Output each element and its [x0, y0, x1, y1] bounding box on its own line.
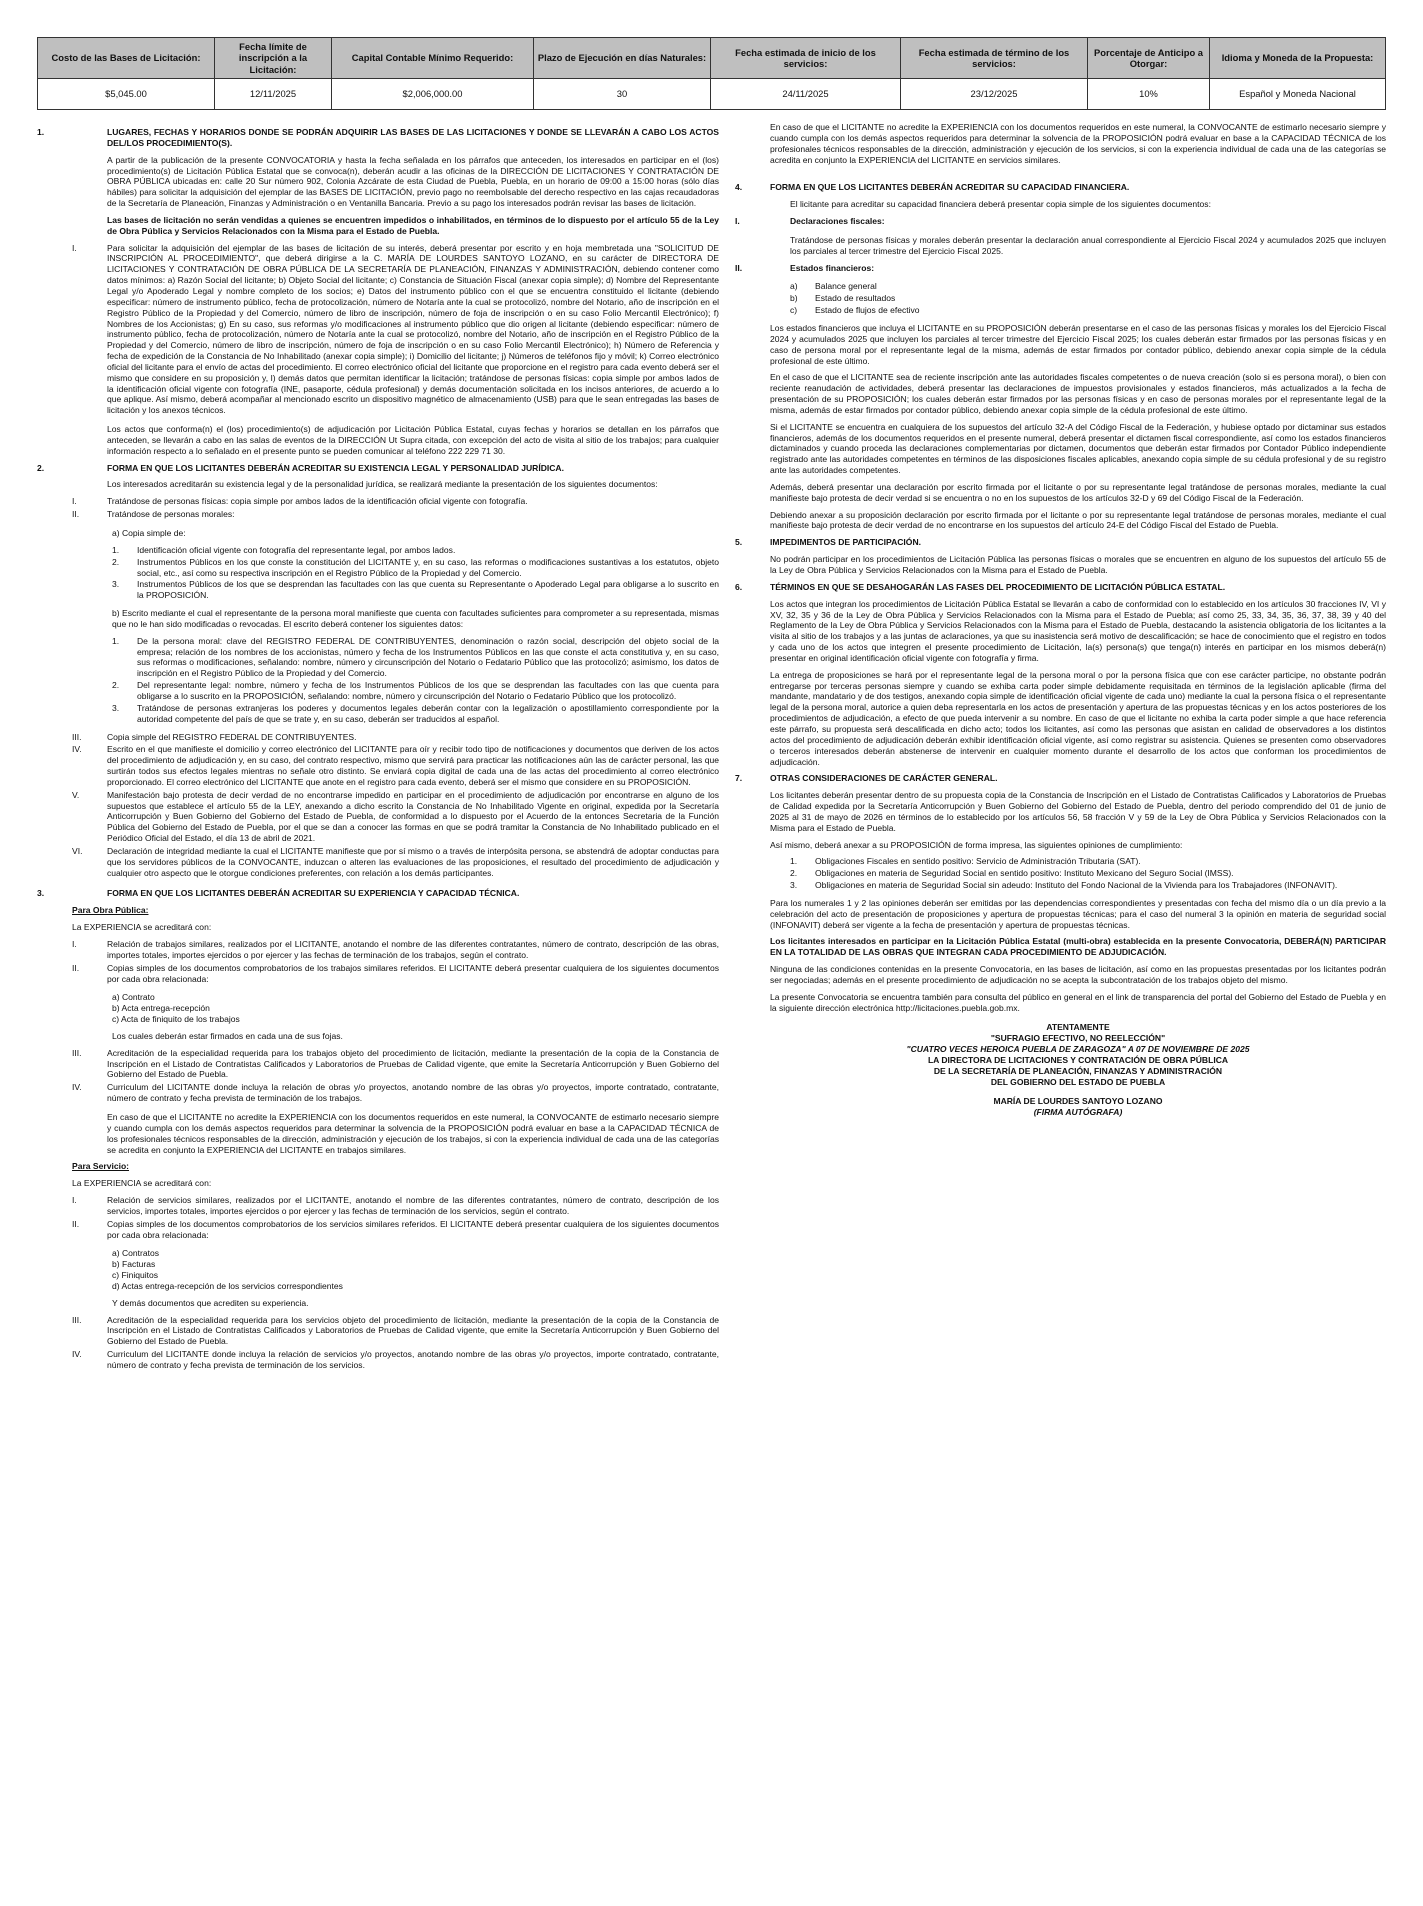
paragraph: La entrega de proposiciones se hará por el representante legal de la persona moral o por la persona física que con ese carácter participe, no obstante podrán entregarse por terceras personas siempre y cuando se exhiba carta poder simple debidamente requisitada en términos de la legislación aplicable (firma del mandante, mandatario y de dos testigos, anexando copia simple de identificación oficial vigente de cada uno) mediante la cual la persona física o el representante legal de la persona moral, autorice a quien deba representarla en los actos de presentación y apertura de las propuestas técnicas y en los actos posteriores de los procedimientos de adjudicación, a efecto de que pueda intervenir a su nombre. En caso de que el licitante no exhiba la carta poder simple a que hace referencia este párrafo, su propuesta será descalificada en dicho acto; todos los licitantes, así como las personas que asistan en calidad de observadores a los distintos actos del procedimiento de adjudicación deberán exhibir identificación oficial vigente, así como registrar su asistencia. Quienes se presenten como observadores o terceros interesados deberán abstenerse de intervenir en cualquier momento durante el desarrollo de los actos que conforman los procedimientos de adjudicación. [770, 669, 1386, 767]
sub-item: a) Contrato [112, 992, 155, 1003]
sub-item: c) Finiquitos [112, 1270, 159, 1281]
list-item: 2. Instrumentos Públicos en los que conste la constitución del LICITANTE y, en su caso, las reformas o modificaciones sustantivas a los estatutos, objeto social, etc., así como su respectiva inscripción en el Registro Público de la Propiedad y del Comercio. [112, 556, 719, 578]
paragraph: La EXPERIENCIA se acreditará con: [72, 922, 212, 933]
section-4-heading: 4. FORMA EN QUE LOS LICITANTES DEBERÁN ACREDITAR SU CAPACIDAD FINANCIERA. [735, 182, 1130, 193]
paragraph: Para los numerales 1 y 2 las opiniones deberán ser emitidas por las dependencias correspondientes y presentadas con fecha del mismo día o un día previo a la celebración del acto de presentación de proposiciones y apertura de propuestas técnicas; para el caso del numeral 3 la opinión en materia de seguridad social (INFONAVIT) deberá ser vigente a la fecha de presentación y apertura de propuestas técnicas. [770, 897, 1386, 930]
section-6-heading: 6. TÉRMINOS EN QUE SE DESAHOGARÁN LAS FASES DEL PROCEDIMIENTO DE LICITACIÓN PÚBLICA ESTATAL. [735, 581, 1226, 592]
left-column [37, 122, 719, 1373]
paragraph: La presente Convocatoria se encuentra también para consulta del público en general en el link de transparencia del portal del Gobierno del Estado de Puebla y en la siguiente dirección electrónica http://licitaciones.puebla.gob.mx. [770, 991, 1386, 1013]
paragraph: Tratándose de personas físicas y morales deberán presentar la declaración anual correspondiente al Ejercicio Fiscal 2024 y acumulados 2025 que incluyen los parciales al tercer trimestre del Ejercicio Fiscal 2025. [790, 234, 1386, 256]
paragraph: Además, deberá presentar una declaración por escrito firmada por el licitante o por su representante legal tratándose de personas morales, mediante la cual manifieste bajo protesta de decir verdad si se encuentra o no en los supuestos de los artículos 32-D y 69 del Código Fiscal de la Federación. [770, 481, 1386, 503]
list-item: IV. Escrito en el que manifieste el domicilio y correo electrónico del LICITANTE para oír y recibir todo tipo de notificaciones y documentos que deriven de los actos del procedimiento de adjudicación y, en su caso, del contrato respectivo, mismo que servirá para practicar las notificaciones aún las de carácter personal, las que surtirán todos sus efectos legales mientras no señale otro distinto. Se enviará copia digital de cada una de las actas del procedimiento al correo electrónico proporcionado. El correo electrónico del LICITANTE que anote en el registro para cada evento, deberá ser el mismo que considere en su PROPOSICIÓN. [72, 744, 719, 787]
paragraph: En caso de que el LICITANTE no acredite la EXPERIENCIA con los documentos requeridos en este numeral, la CONVOCANTE de estimarlo necesario siempre y cuando cumpla con los demás aspectos requeridos para determinar la solvencia de la PROPOSICIÓN podrá evaluar en base a la CAPACIDAD TÉCNICA de los profesionales técnicos responsables de la dirección, administración y ejecución de los trabajos, si con la experiencia individual de cada una de las categorías se acredita en conjunto la EXPERIENCIA del LICITANTE en trabajos similares. [107, 1111, 719, 1155]
paragraph: El licitante para acreditar su capacidad financiera deberá presentar copia simple de los siguientes documentos: [790, 199, 1211, 210]
sub-item: a) Contratos [112, 1248, 160, 1259]
paragraph: En caso de que el LICITANTE no acredite la EXPERIENCIA con los documentos requeridos en este numeral, la CONVOCANTE de estimarlo necesario siempre y cuando cumpla con los demás aspectos requeridos para determinar la solvencia de la PROPOSICIÓN podrá evaluar en base a la CAPACIDAD TÉCNICA de los profesionales técnicos responsables de la dirección, administración y ejecución de los servicios, si con la experiencia individual de cada una de las categorías se acredita en conjunto la EXPERIENCIA del LICITANTE en servicios similares. [770, 122, 1386, 165]
list-item: 1. Obligaciones Fiscales en sentido positivo: Servicio de Administración Tributaria (SAT). [790, 856, 1141, 867]
list-item: II. Copias simples de los documentos comprobatorios de los servicios similares referidos. El LICITANTE deberá presentar cualquiera de los siguientes documentos por cada obra relacionada: [72, 1218, 719, 1240]
paragraph: Debiendo anexar a su proposición declaración por escrito firmada por el licitante o por su representante legal tratándose de personas morales, mediante el cual manifieste bajo protesta de decir verdad de no encontrarse en los supuestos del artículo 24-E del Código Fiscal del Estado de Puebla. [770, 509, 1386, 531]
closing-line: ATENTAMENTE [1046, 1021, 1110, 1032]
value-cell: 23/12/2025 [901, 79, 1088, 110]
paragraph: Los licitantes interesados en participar en la Licitación Pública Estatal (multi-obra) establecida en la presente Convocatoria, DEBERÁ(N) PARTICIPAR EN LA TOTALIDAD DE LAS OBRAS QUE INTEGRAN CADA PROCEDIMIENTO DE ADJUDICACIÓN. [770, 936, 1386, 958]
list-item: V. Manifestación bajo protesta de decir verdad de no encontrarse impedido en participar en el procedimiento de adjudicación por encontrarse en alguno de los supuestos que establece el artículo 55 de la LEY, anexando a dicho escrito la Constancia de No Inhabilitado Vigente en original, expedida por la Secretaría Anticorrupción y Buen Gobierno del Gobierno del Estado de Puebla, de conformidad a lo dispuesto por el Acuerdo de la entonces Secretaria de la Función Pública del Gobierno del Estado de Puebla, por el que se dan a conocer las formas en que se podrá tramitar la Constancia de No Inhabilitado publicado en el Periódico Oficial del Estado, el día 13 de abril de 2021. [72, 789, 719, 844]
list-item: I. Tratándose de personas físicas: copia simple por ambos lados de la identificación oficial vigente con fotografía. [72, 496, 528, 507]
paragraph: Así mismo, deberá anexar a su PROPOSICIÓN de forma impresa, las siguientes opiniones de cumplimiento: [770, 839, 1183, 850]
paragraph: Las bases de licitación no serán vendidas a quienes se encuentren impedidos o inhabilitados, en términos de lo dispuesto por el artículo 55 de la Ley de Obra Pública y Servicios Relacionados con la Misma para el Estado de Puebla. [107, 214, 719, 236]
header-cell: Idioma y Moneda de la Propuesta: [1210, 38, 1386, 79]
header-cell: Fecha límite de inscripción a la Licitación: [215, 38, 332, 79]
paragraph: La EXPERIENCIA se acreditará con: [72, 1178, 212, 1189]
section-5-heading: 5. IMPEDIMENTOS DE PARTICIPACIÓN. [735, 537, 922, 548]
paragraph: Los licitantes deberán presentar dentro de su propuesta copia de la Constancia de Inscripción en el Listado de Contratistas Calificados y Laboratorios de Pruebas de Calidad expedida por la Secretaría Anticorrupción y Buen Gobierno del Gobierno del Estado de Puebla, dentro del periodo comprendido del 01 de junio de 2025 al 31 de mayo de 2026 en términos de lo establecido por los artículos 56, 58 fracción V y 59 de la Ley de Obra Pública y Servicios Relacionados con la Misma para el Estado de Puebla. [770, 790, 1386, 833]
sub-item: b) Escrito mediante el cual el representante de la persona moral manifieste que cuenta con facultades suficientes para comprometer a su representada, mismas que no le han sido modificadas o revocadas. El escrito deberá contener los siguientes datos: [112, 608, 719, 629]
bid-summary-table [37, 37, 1386, 110]
subheading-servicio: Para Servicio: [72, 1161, 130, 1172]
right-column [735, 122, 1386, 1118]
sub-item: a) Copia simple de: [112, 528, 186, 538]
signer-name: MARÍA DE LOURDES SANTOYO LOZANO [993, 1096, 1163, 1107]
bid-summary-value-row [38, 79, 1386, 110]
subheading-obra: Para Obra Pública: [72, 905, 149, 916]
value-cell: 10% [1088, 79, 1210, 110]
paragraph: Los actos que conforma(n) el (los) procedimiento(s) de adjudicación por Licitación Pública Estatal, cuyas fechas y horarios se detallan en los párrafos que anteceden, se llevarán a cabo en las salas de eventos de la DIRECCIÓN Ut Supra citada, con excepción del acto de visita al sitio de los trabajos; para cualquier información respecto a lo señalado en el presente punto se pueden comunicar al teléfono 222 229 71 30. [107, 424, 719, 456]
list-item: II. Tratándose de personas morales: [72, 509, 235, 520]
list-item: 1. Identificación oficial vigente con fotografía del representante legal, por ambos lados. [112, 544, 456, 555]
list-item: I. Declaraciones fiscales: [735, 216, 885, 227]
header-cell: Plazo de Ejecución en días Naturales: [534, 38, 711, 79]
value-cell: 30 [534, 79, 711, 110]
section-7-heading: 7. OTRAS CONSIDERACIONES DE CARÁCTER GENERAL. [735, 773, 998, 784]
paragraph: No podrán participar en los procedimientos de Licitación Pública las personas físicas o morales que se encuentren en alguno de los supuestos del artículo 55 de la Ley de Obra Pública y Servicios Relacionados con la Misma para el Estado de Puebla. [770, 554, 1386, 575]
list-item: a) Balance general [790, 281, 877, 292]
closing-signature-block [735, 1022, 1386, 1119]
section-1-heading: 1. LUGARES, FECHAS Y HORARIOS DONDE SE PODRÁN ADQUIRIR LAS BASES DE LAS LICITACIONES Y DONDE SE LLEVARÁN A CABO LOS ACTOS DEL/LOS PROCEDIMIENTO(S). [37, 127, 719, 148]
list-item: I. Relación de trabajos similares, realizados por el LICITANTE, anotando el nombre de las diferentes contratantes, número de contrato, descripción de las obras, importes totales, importes ejercidos o por ejercer y las fechas de terminación de los trabajos, según el contrato. [72, 939, 719, 960]
closing-line: DE LA SECRETARÍA DE PLANEACIÓN, FINANZAS Y ADMINISTRACIÓN [933, 1065, 1223, 1076]
header-cell: Fecha estimada de inicio de los servicios: [711, 38, 901, 79]
paragraph: En el caso de que el LICITANTE sea de reciente inscripción ante las autoridades fiscales competentes o de nueva creación (solo si es persona moral), o bien con reciente reanudación de actividades, deberá presentar las declaraciones de impuestos provisionales y estados financieros, más actualizados a la fecha de presentación de su PROPOSICIÓN; los cuales deberán estar firmados por las personas físicas y en caso de personas morales por el representante legal de la misma, además de estar firmados por contador público, debiendo anexar copia simple de la cédula profesional de este último. [770, 372, 1386, 415]
sub-item: b) Facturas [112, 1259, 156, 1270]
header-cell: Costo de las Bases de Licitación: [38, 38, 215, 79]
bid-summary-header-row [38, 38, 1386, 79]
value-cell: $5,045.00 [38, 79, 215, 110]
list-item: I. Relación de servicios similares, realizados por el LICITANTE, anotando el nombre de las diferentes contratantes, número de contrato, descripción de los servicios, importes totales, importes ejercidos o por ejercer y las fechas de terminación de los servicios, según el contrato. [72, 1195, 719, 1216]
sub-item: c) Acta de finiquito de los trabajos [112, 1014, 240, 1025]
list-item: II. Estados financieros: [735, 262, 875, 273]
list-item: IV. Curriculum del LICITANTE donde incluya la relación de servicios y/o proyectos, anotando nombre de las obras y/o proyectos, importe contratado, contratante, número de contrato y fecha prevista de terminación de los servicios. [72, 1349, 719, 1370]
list-item: 2. Del representante legal: nombre, número y fecha de los Instrumentos Públicos de los que se desprendan las facultades con las que cuenta para obligarse a lo suscrito en la PROPOSICIÓN, señalando: nombre, número y circunscripción del Notario o Fedatario Público que los protocolizó. [112, 680, 719, 701]
header-cell: Capital Contable Mínimo Requerido: [332, 38, 534, 79]
header-cell: Porcentaje de Anticipo a Otorgar: [1088, 38, 1210, 79]
paragraph: Los estados financieros que incluya el LICITANTE en su PROPOSICIÓN deberán presentarse en el caso de las personas físicas y morales los del Ejercicio Fiscal 2024 y acumulados 2025 que incluyen los parciales al tercer trimestre del Ejercicio Fiscal 2025; los cuales deberán estar firmados por las personas físicas y en caso de persona moral por el representante legal de la misma, además de estar firmados por contador público, debiendo anexar copia simple de la cédula profesional de este último. [770, 322, 1386, 366]
paragraph: Los interesados acreditarán su existencia legal y de la personalidad jurídica, se realizará mediante la presentación de los siguientes documentos: [107, 479, 658, 490]
value-cell: 24/11/2025 [711, 79, 901, 110]
value-cell: 12/11/2025 [215, 79, 332, 110]
list-item: 3. Obligaciones en materia de Seguridad Social sin adeudo: Instituto del Fondo Nacional de la Vivienda para los Trabajadores (INFONAVIT). [790, 880, 1338, 891]
list-item: 1. De la persona moral: clave del REGISTRO FEDERAL DE CONTRIBUYENTES, denominación o razón social, descripción del objeto social de la empresa; relación de los nombres de los accionistas, número y fecha de los Instrumentos Públicos en las que conste el acta constitutiva y, en su caso, sus reformas o modificaciones, señalando: nombre, número y circunscripción del Notario o Fedatario Público que las protocolizó; asimismo, los datos de inscripción en el Registro Público de la Propiedad y del Comercio. [112, 635, 719, 679]
closing-line: DEL GOBIERNO DEL ESTADO DE PUEBLA [990, 1077, 1166, 1088]
list-item: I. Para solicitar la adquisición del ejemplar de las bases de licitación de su interés, deberá presentar por escrito y en hoja membretada una "SOLICITUD DE INSCRIPCIÓN AL PROCEDIMIENTO", que deberá dirigirse a la C. MARÍA DE LOURDES SANTOYO LOZANO, en su carácter de DIRECTORA DE LICITACIONES Y CONTRATACIÓN DE OBRA PÚBLICA DE LA SECRETARÍA DE PLANEACIÓN, FINANZAS Y ADMINISTRACIÓN, debiendo contener como datos mínimos: a) Razón Social del licitante; b) Objeto Social del licitante; c) Constancia de Situación Fiscal (anexar copia simple); d) Nombre del Representante Legal y/o Apoderado Legal y nombre completo de los socios; e) Datos del instrumento público con el que se encuentra constituido el licitante (debiendo especificar: número de instrumento público, fecha de protocolización, número de Notaría ante la cual se protocolizó, nombre del Notario, año de inscripción en el Registro Público de la Propiedad y del Comercio, número de libro de inscripción, número de foja de inscripción o en su caso Folio Mercantil Electrónico); f) Nombres de los Accionistas; g) En su caso, sus reformas y/o modificaciones al instrumento público que dio origen al licitante (debiendo especificar: número de instrumento público, fecha de protocolización, número de Notaría ante la cual se protocolizó, nombre del Notario, año de inscripción en el Registro Público de la Propiedad y del Comercio, número de libro de inscripción, número de foja de inscripción o en su caso Folio Mercantil Electrónico); h) Número de Referencia y fecha de expedición de la Constancia de No Inhabilitado (anexar copia simple); i) Domicilio del licitante; j) Números de teléfonos fijo y móvil; k) Correo electrónico oficial del licitante para el envío de actas del procedimiento. El correo electrónico oficial del licitante que proporcione en el registro para cada evento deberá ser el mismo que considere en su proposición y, l) demás datos que permitan identificar la licitación; tratándose de personas físicas: copia simple por ambos lados de la identificación oficial vigente con fotografía (INE, pasaporte, cédula profesional) y demás documentación solicitada en los incisos anteriores, de acuerdo a lo que aplique. Así mismo, deberá acompañar al mencionado escrito un dispositivo magnético de almacenamiento (USB) para que le sean entregadas las bases de licitación y los anexos técnicos. [72, 242, 719, 416]
closing-line: LA DIRECTORA DE LICITACIONES Y CONTRATACIÓN DE OBRA PÚBLICA [927, 1054, 1229, 1065]
list-item: 3. Tratándose de personas extranjeras los poderes y documentos legales deberán contar con la legalización o apostillamiento correspondiente por la autoridad competente del país de que se trate y, en su caso, deberán ser traducidos al español. [112, 702, 719, 724]
list-item: 3. Instrumentos Públicos de los que se desprendan las facultades con las que cuenta su Representante o Apoderado Legal para obligarse a lo suscrito en la PROPOSICIÓN. [112, 579, 719, 601]
header-cell: Fecha estimada de término de los servicios: [901, 38, 1088, 79]
signature-note: (FIRMA AUTÓGRAFA) [1033, 1107, 1123, 1118]
value-cell: $2,006,000.00 [332, 79, 534, 110]
sub-item: b) Acta entrega-recepción [112, 1003, 210, 1014]
section-3-heading: 3. FORMA EN QUE LOS LICITANTES DEBERÁN ACREDITAR SU EXPERIENCIA Y CAPACIDAD TÉCNICA. [37, 888, 520, 899]
list-item: c) Estado de flujos de efectivo [790, 305, 920, 316]
sub-item: d) Actas entrega-recepción de los servicios correspondientes [112, 1280, 343, 1291]
list-item: II. Copias simples de los documentos comprobatorios de los trabajos similares referidos. El LICITANTE deberá presentar cualquiera de los siguientes documentos por cada obra relacionada: [72, 962, 719, 984]
paragraph: Ninguna de las condiciones contenidas en la presente Convocatoria, en las bases de licitación, así como en las propuestas presentadas por los licitantes podrán ser negociadas; además en el presente procedimiento de adjudicación no se acepta la subcontratación de los trabajos objeto del mismo. [770, 964, 1386, 985]
value-cell: Español y Moneda Nacional [1210, 79, 1386, 110]
list-item: III. Acreditación de la especialidad requerida para los servicios objeto del procedimiento de licitación, mediante la presentación de la copia de la Constancia de Inscripción en el Listado de Contratistas Calificados y Laboratorios de Pruebas de Calidad vigente, que emite la Secretaría Anticorrupción y Buen Gobierno del Gobierno del Estado de Puebla. [72, 1314, 719, 1347]
closing-line: "CUATRO VECES HEROICA PUEBLA DE ZARAGOZA" A 07 DE NOVIEMBRE DE 2025 [906, 1043, 1250, 1054]
list-item: III. Copia simple del REGISTRO FEDERAL DE CONTRIBUYENTES. [72, 731, 357, 742]
list-item: b) Estado de resultados [790, 293, 896, 304]
list-item: III. Acreditación de la especialidad requerida para los trabajos objeto del procedimiento de licitación, mediante la presentación de la copia de la Constancia de Inscripción en el Listado de Contratistas Calificados y Laboratorios de Pruebas de Calidad vigente, que emite la Secretaría Anticorrupción y Buen Gobierno del Gobierno del Estado de Puebla. [72, 1047, 719, 1080]
closing-line: "SUFRAGIO EFECTIVO, NO REELECCIÓN" [990, 1032, 1166, 1043]
paragraph: Los cuales deberán estar firmados en cada una de sus fojas. [112, 1030, 343, 1041]
paragraph: Si el LICITANTE se encuentra en cualquiera de los supuestos del artículo 32-A del Código Fiscal de la Federación, y hubiese optado por dictaminar sus estados financieros, además de los documentos requeridos en el presente numeral, deberá presentar el dictamen fiscal correspondiente, así como los estados financieros dictaminados y cuando proceda las declaraciones complementarias por dictamen, documentos que deberán estar firmados por Contador Público independiente registrado ante las autoridades competentes en términos de las disposiciones fiscales aplicables, anexando copia simple de su cédula profesional y de su registro ante las autoridades competentes. [770, 421, 1386, 476]
paragraph: Los actos que integran los procedimientos de Licitación Pública Estatal se llevarán a cabo de conformidad con lo establecido en los artículos 30 fracciones IV, VI y XV, 32, 35 y 36 de la Ley de Obra Pública y Servicios Relacionados con la Misma para el Estado de Puebla; así como 25, 33, 34, 35, 36, 37, 38, 39 y 40 del Reglamento de la Ley de Obra Pública y Servicios Relacionados con la Misma para el Estado de Puebla, destacando la asistencia obligatoria de los licitantes a la visita al sitio de los trabajos y a las juntas de aclaraciones, ya que su inasistencia será motivo de descalificación; se hace de conocimiento que el registro en todos y cada uno de los actos que integren el presente procedimiento de Licitación, la(s) persona(s) que tenga(n) interés en participar en los mismos deberá(n) presentar en original identificación oficial vigente con fotografía y firma. [770, 598, 1386, 663]
list-item: 2. Obligaciones en materia de Seguridad Social en sentido positivo: Instituto Mexicano del Seguro Social (IMSS). [790, 868, 1234, 879]
paragraph: Y demás documentos que acrediten su experiencia. [112, 1297, 309, 1308]
paragraph: A partir de la publicación de la presente CONVOCATORIA y hasta la fecha señalada en los párrafos que anteceden, los interesados en participar en el (los) procedimiento(s) de Licitación Pública Estatal que se convoca(n), deberán acudir a las oficinas de la DIRECCIÓN DE LICITACIONES Y CONTRATACIÓN DE OBRA PÚBLICA ubicadas en: calle 20 Sur número 902, Colonia Azcárate de esta Ciudad de Puebla, Puebla, en un horario de 09:00 a 15:00 horas (sólo días hábiles) para solicitar la adquisición del ejemplar de las BASES DE LICITACIÓN, previo pago no reembolsable del derecho respectivo en las cajas recaudadoras de la Secretaría de Planeación, Finanzas y Administración o en Ventanilla Bancaria. Previo a su pago los interesados podrán revisar las bases de licitación. [107, 154, 719, 209]
section-2-heading: 2. FORMA EN QUE LOS LICITANTES DEBERÁN ACREDITAR SU EXISTENCIA LEGAL Y PERSONALIDAD JURÍDICA. [37, 462, 564, 473]
list-item: VI. Declaración de integridad mediante la cual el LICITANTE manifieste que por sí mismo o a través de interpósita persona, se abstendrá de adoptar conductas para que los servidores públicos de la CONVOCANTE, induzcan o alteren las evaluaciones de las proposiciones, el resultado del procedimiento de adjudicación y cualquier otro aspecto que le otorgue condiciones preferentes, con relación a los demás participantes. [72, 845, 719, 878]
list-item: IV. Curriculum del LICITANTE donde incluya la relación de obras y/o proyectos, anotando nombre de las obras y/o proyectos, importe contratado, contratante, número de contrato y fecha prevista de terminación de los trabajos. [72, 1082, 719, 1104]
